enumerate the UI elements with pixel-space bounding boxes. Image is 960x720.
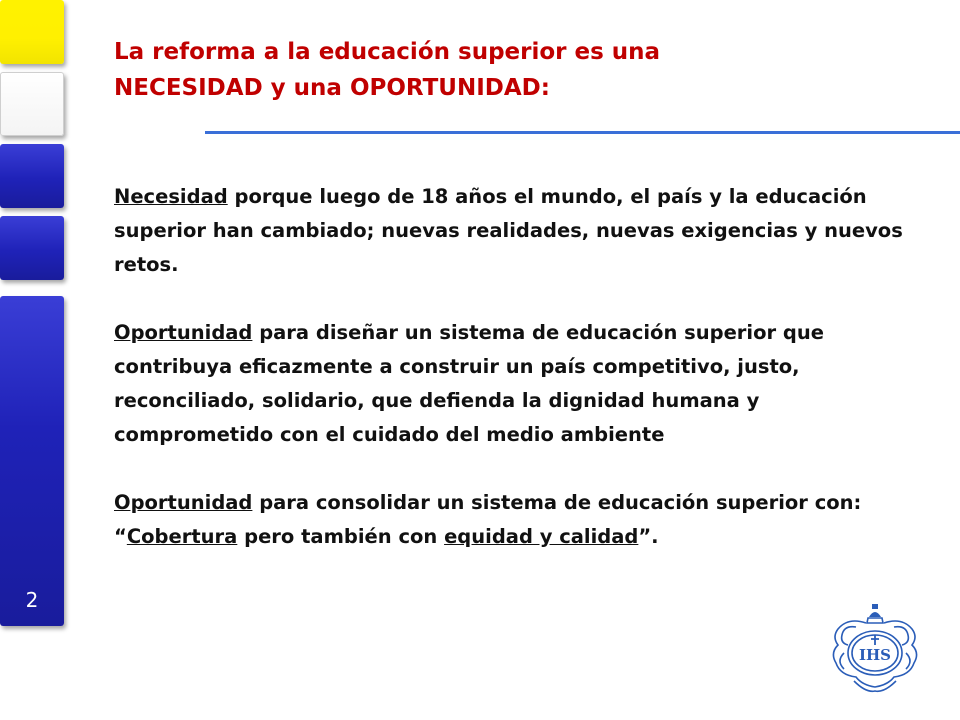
- blue-block-2: [0, 216, 64, 280]
- title-line-2: NECESIDAD y una OPORTUNIDAD:: [114, 75, 550, 101]
- paragraph-text: ”.: [638, 525, 659, 548]
- slide-body: [114, 180, 914, 554]
- paragraph-oportunidad-1: [114, 316, 914, 452]
- title-divider: [205, 131, 960, 134]
- paragraph-text: para consolidar un sistema de educación superior con: “: [114, 491, 862, 548]
- seal-lettering: IHS: [858, 646, 892, 664]
- paragraph-necesidad: [114, 180, 914, 282]
- blue-block-1: [0, 144, 64, 208]
- white-block: [0, 72, 64, 136]
- keyword-equidad-calidad: equidad y calidad: [444, 525, 639, 548]
- paragraph-oportunidad-2: [114, 486, 914, 554]
- keyword-oportunidad: Oportunidad: [114, 491, 253, 514]
- paragraph-text: pero también con: [237, 525, 445, 548]
- paragraph-text: porque luego de 18 años el mundo, el país y la educación superior han cambiado; nuevas realidades, nuevas exigencias y nuevos retos.: [114, 185, 903, 276]
- jesuit-ihs-seal-icon: [826, 603, 924, 697]
- yellow-block: [0, 0, 64, 64]
- keyword-necesidad: Necesidad: [114, 185, 228, 208]
- blue-block-3: [0, 296, 64, 626]
- keyword-cobertura: Cobertura: [126, 525, 238, 548]
- slide-title: [114, 34, 734, 106]
- page-number: 2: [25, 588, 39, 612]
- paragraph-text: para diseñar un sistema de educación superior que contribuya eficazmente a construir un país competitivo, justo, reconciliado, solidario, que defienda la dignidad humana y comprometido con el cuidado del medio ambiente: [114, 321, 824, 446]
- keyword-oportunidad: Oportunidad: [114, 321, 253, 344]
- title-line-1: La reforma a la educación superior es una: [114, 39, 661, 65]
